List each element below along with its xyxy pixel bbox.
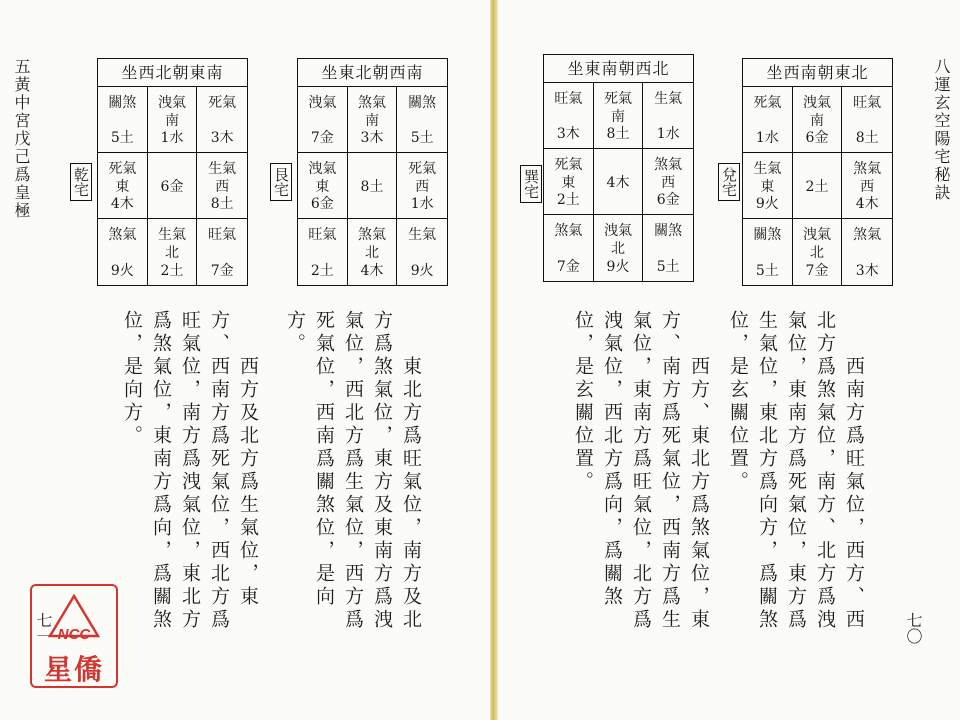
page-header-left: 五黃中宮戊己爲皇極 — [12, 58, 31, 220]
cell-qi: 洩氣 — [802, 227, 831, 243]
cell-star: 1水 — [755, 130, 779, 146]
book-gutter — [490, 0, 498, 720]
cell-star: 7金 — [310, 130, 334, 146]
cell-star: 2土 — [310, 263, 334, 279]
grid-cell — [743, 87, 793, 153]
cell-star: 9火 — [110, 263, 134, 279]
grid-cell — [643, 149, 693, 215]
cell-qi: 死氣 — [208, 95, 237, 111]
cell-star: 4木 — [110, 196, 134, 212]
cell-qi: 煞氣 — [108, 227, 137, 243]
cell-star: 5土 — [410, 130, 434, 146]
grid-cell — [397, 153, 447, 219]
cell-star: 5土 — [656, 259, 680, 275]
grid-cell — [298, 219, 348, 285]
cell-direction: 東 — [760, 179, 775, 195]
cell-qi: 生氣 — [654, 91, 683, 107]
cell-star: 3木 — [360, 130, 384, 146]
grid-cell — [98, 87, 148, 153]
cell-direction: 西 — [415, 179, 430, 195]
cell-direction: 西 — [661, 175, 676, 191]
cell-qi: 死氣 — [108, 161, 137, 177]
cell-qi: 生氣 — [208, 161, 237, 177]
grid-title: 坐東北朝西南 — [298, 59, 447, 87]
cell-qi: 關煞 — [408, 95, 437, 111]
cell-qi: 關煞 — [654, 223, 683, 239]
bagua-grid — [97, 58, 248, 286]
cell-qi: 洩氣 — [308, 161, 337, 177]
cell-qi: 洩氣 — [802, 95, 831, 111]
grid-cell — [298, 153, 348, 219]
cell-direction: 東 — [561, 175, 576, 191]
cell-direction: 西 — [215, 179, 230, 195]
grid-cell — [348, 87, 398, 153]
house-label: 巽宅 — [520, 165, 542, 203]
house-label: 艮宅 — [270, 163, 292, 201]
cell-star: 4木 — [606, 174, 630, 191]
grid-title: 坐西北朝東南 — [98, 59, 247, 87]
cell-qi: 煞氣 — [554, 223, 583, 239]
publisher-seal — [30, 584, 118, 688]
cell-star: 7金 — [210, 263, 234, 279]
cell-qi: 煞氣 — [357, 227, 386, 243]
house-label: 乾宅 — [70, 163, 92, 201]
cell-star: 9火 — [410, 263, 434, 279]
grid-cell — [842, 153, 892, 219]
cell-star: 5土 — [110, 130, 134, 146]
cell-star: 6金 — [160, 178, 184, 195]
grid-cell — [594, 83, 644, 149]
cell-star: 8土 — [360, 178, 384, 195]
cell-direction: 南 — [809, 113, 824, 129]
cell-direction: 北 — [809, 245, 824, 261]
paragraph: 西方及北方爲生氣位，東方、西南方爲死氣位，西北方爲旺氣位，南方爲洩氣位，東北方爲煞氣位，東南方爲向，爲關煞位，是向方。 — [121, 310, 259, 632]
grid-cell — [544, 215, 594, 281]
page-number-left: 七一 — [34, 612, 53, 644]
cell-star: 3木 — [855, 263, 879, 279]
cell-qi: 生氣 — [408, 227, 437, 243]
cell-qi: 煞氣 — [654, 157, 683, 173]
cell-star: 8土 — [210, 196, 234, 212]
grid-title: 坐東南朝西北 — [544, 55, 693, 83]
cell-direction: 南 — [610, 109, 625, 125]
cell-star: 1水 — [656, 126, 680, 142]
grid-cell — [148, 87, 198, 153]
cell-qi: 旺氣 — [853, 95, 882, 111]
cell-star: 4木 — [360, 263, 384, 279]
cell-star: 6金 — [805, 130, 829, 146]
grid-cell — [842, 87, 892, 153]
paragraph: 西方、東北方爲煞氣位，東方、南方爲死氣位，西南方爲生氣位，東南方爲旺氣位，北方爲洩氣位，西北方爲向，爲關煞位，是玄關位置。 — [572, 310, 710, 632]
cell-direction: 東 — [115, 179, 130, 195]
cell-direction: 南 — [164, 113, 179, 129]
grid-cell — [98, 153, 148, 219]
bagua-grid — [297, 58, 448, 286]
grid-cell — [98, 219, 148, 285]
grid-cell — [743, 153, 793, 219]
cell-qi: 死氣 — [408, 161, 437, 177]
cell-star: 6金 — [310, 196, 334, 212]
right-page — [498, 0, 960, 720]
cell-qi: 生氣 — [753, 161, 782, 177]
grid-cell — [594, 215, 644, 281]
grid-cell — [298, 87, 348, 153]
cell-star: 3木 — [556, 126, 580, 142]
cell-star: 6金 — [656, 192, 680, 208]
cell-star: 7金 — [805, 263, 829, 279]
grid-cell — [544, 83, 594, 149]
cell-direction: 北 — [610, 241, 625, 257]
house-label: 兌宅 — [718, 163, 740, 201]
cell-qi: 死氣 — [753, 95, 782, 111]
seal-text-latin: NCC — [57, 626, 91, 643]
paragraph: 東北方爲旺氣位，南方及北方爲煞氣位，東方及東南方爲洩氣位，西北方爲生氣位，西方爲死氣位，西南爲關煞位，是向方。 — [284, 310, 422, 632]
grid-cells — [544, 83, 693, 281]
cell-star: 2土 — [805, 178, 829, 195]
cell-direction: 南 — [364, 113, 379, 129]
grid-cell-center — [793, 153, 843, 219]
grid-cell-center — [148, 153, 198, 219]
grid-cell-center — [348, 153, 398, 219]
cell-star: 1水 — [410, 196, 434, 212]
cell-qi: 死氣 — [554, 157, 583, 173]
cell-direction: 東 — [315, 179, 330, 195]
grid-cell — [197, 219, 247, 285]
cell-qi: 關煞 — [108, 95, 137, 111]
grid-cell-center — [594, 149, 644, 215]
cell-qi: 關煞 — [753, 227, 782, 243]
cell-star: 9火 — [755, 196, 779, 212]
grid-cell — [197, 87, 247, 153]
grid-cell — [397, 87, 447, 153]
grid-title: 坐西南朝東北 — [743, 59, 892, 87]
cell-qi: 旺氣 — [554, 91, 583, 107]
bagua-grid — [742, 58, 893, 286]
cell-qi: 洩氣 — [603, 223, 632, 239]
seal-text-name: 星僑 — [43, 653, 104, 686]
grid-cell — [148, 219, 198, 285]
grid-cell — [793, 219, 843, 285]
page-header-right: 八運玄空陽宅秘訣 — [932, 58, 951, 202]
paragraph: 西南方爲旺氣位，西方、西北方爲煞氣位，南方、北方爲洩氣位，東南方爲死氣位，東方爲生氣位，東北方爲向方，爲關煞位，是玄關位置。 — [727, 310, 865, 632]
cell-qi: 旺氣 — [308, 227, 337, 243]
page-number-right: 七〇 — [904, 612, 923, 644]
grid-cells — [98, 87, 247, 285]
cell-star: 3木 — [210, 130, 234, 146]
grid-cells — [743, 87, 892, 285]
cell-qi: 洩氣 — [157, 95, 186, 111]
cell-qi: 煞氣 — [853, 227, 882, 243]
cell-star: 2土 — [556, 192, 580, 208]
cell-star: 1水 — [160, 130, 184, 146]
cell-direction: 北 — [164, 245, 179, 261]
cell-star: 2土 — [160, 263, 184, 279]
cell-star: 9火 — [606, 259, 630, 275]
grid-cell — [544, 149, 594, 215]
cell-qi: 煞氣 — [357, 95, 386, 111]
grid-cells — [298, 87, 447, 285]
cell-qi: 煞氣 — [853, 161, 882, 177]
grid-cell — [397, 219, 447, 285]
grid-cell — [197, 153, 247, 219]
grid-cell — [842, 219, 892, 285]
bagua-grid — [543, 54, 694, 282]
cell-qi: 生氣 — [157, 227, 186, 243]
grid-cell — [643, 215, 693, 281]
cell-direction: 西 — [860, 179, 875, 195]
cell-star: 4木 — [855, 196, 879, 212]
cell-star: 5土 — [755, 263, 779, 279]
cell-qi: 死氣 — [603, 91, 632, 107]
cell-star: 7金 — [556, 259, 580, 275]
grid-cell — [743, 219, 793, 285]
cell-direction: 北 — [364, 245, 379, 261]
grid-cell — [348, 219, 398, 285]
cell-star: 8土 — [855, 130, 879, 146]
cell-qi: 洩氣 — [308, 95, 337, 111]
cell-qi: 旺氣 — [208, 227, 237, 243]
cell-star: 8土 — [606, 126, 630, 142]
grid-cell — [793, 87, 843, 153]
grid-cell — [643, 83, 693, 149]
